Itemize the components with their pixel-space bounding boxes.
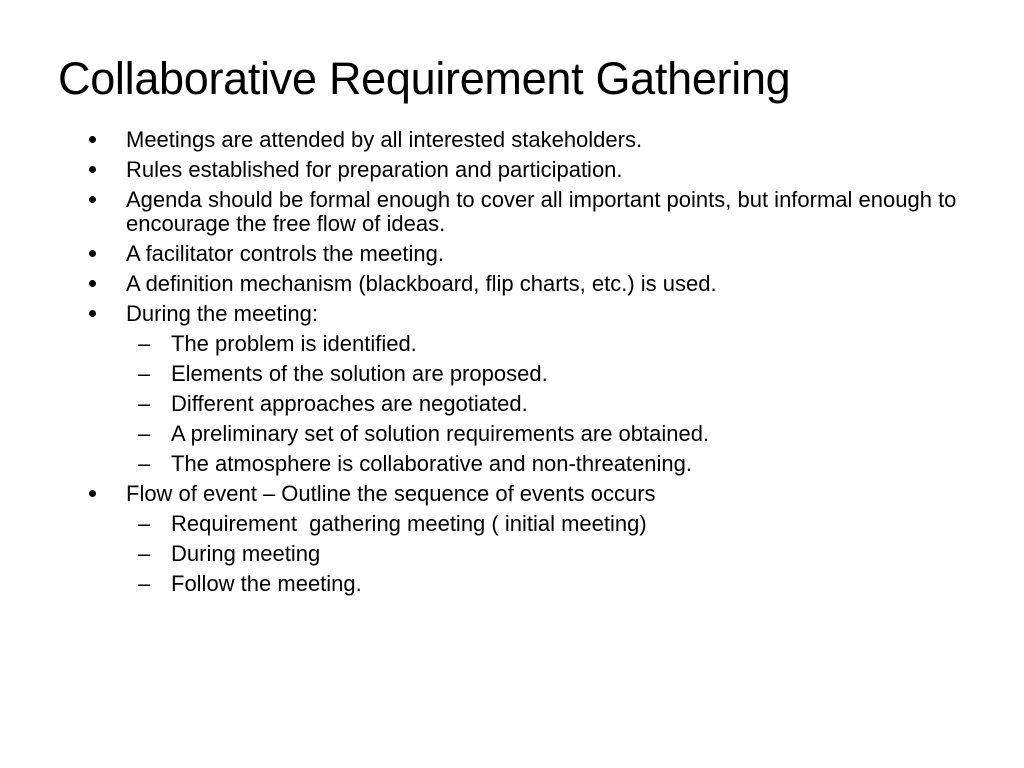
sub-bullet-text: The problem is identified. (171, 331, 417, 356)
bullet-text: During the meeting: (126, 301, 318, 326)
bullet-icon (85, 188, 99, 212)
bullet-item (85, 242, 985, 266)
bullet-text: A facilitator controls the meeting. (126, 241, 444, 266)
sub-bullet-text: During meeting (171, 541, 321, 566)
bullet-item (85, 188, 985, 236)
sub-bullet-text: A preliminary set of solution requirements are obtained. (171, 421, 710, 446)
bullet-text: Rules established for preparation and participation. (126, 157, 623, 182)
bullet-item (85, 128, 985, 152)
bullet-icon (85, 482, 99, 506)
bullet-item (85, 158, 985, 182)
sub-bullet-item (85, 452, 985, 476)
sub-bullet-text: The atmosphere is collaborative and non-threatening. (171, 451, 692, 476)
sub-bullet-item (85, 512, 985, 536)
bullet-item (85, 482, 985, 506)
bullet-icon (85, 302, 99, 326)
sub-bullet-item (85, 572, 985, 596)
dash-icon: – (138, 511, 151, 536)
dash-icon: – (138, 421, 151, 446)
sub-bullet-text: Different approaches are negotiated. (171, 391, 528, 416)
sub-bullet-text: Follow the meeting. (171, 571, 362, 596)
dash-icon: – (138, 361, 151, 386)
bullet-icon (85, 158, 99, 182)
dash-icon: – (138, 571, 151, 596)
bullet-text: A definition mechanism (blackboard, flip charts, etc.) is used. (126, 271, 717, 296)
sub-bullet-item (85, 422, 985, 446)
sub-bullet-item (85, 332, 985, 356)
bullet-text: Flow of event – Outline the sequence of events occurs (126, 481, 656, 506)
dash-icon: – (138, 391, 151, 416)
bullet-item (85, 272, 985, 296)
bullet-text: Agenda should be formal enough to cover all important points, but informal enough to encourage the free flow of ideas. (126, 187, 957, 236)
sub-bullet-item (85, 542, 985, 566)
bullet-icon (85, 272, 99, 296)
dash-icon: – (138, 541, 151, 566)
bullet-icon (85, 242, 99, 266)
bullet-icon (85, 128, 99, 152)
sub-bullet-item (85, 392, 985, 416)
sub-bullet-text: Requirement gathering meeting ( initial meeting) (171, 511, 647, 536)
sub-bullet-item (85, 362, 985, 386)
dash-icon: – (138, 331, 151, 356)
bullet-item (85, 302, 985, 326)
dash-icon: – (138, 451, 151, 476)
bullet-list (85, 128, 985, 602)
slide-title: Collaborative Requirement Gathering (58, 53, 791, 104)
sub-bullet-text: Elements of the solution are proposed. (171, 361, 548, 386)
bullet-text: Meetings are attended by all interested stakeholders. (126, 127, 643, 152)
